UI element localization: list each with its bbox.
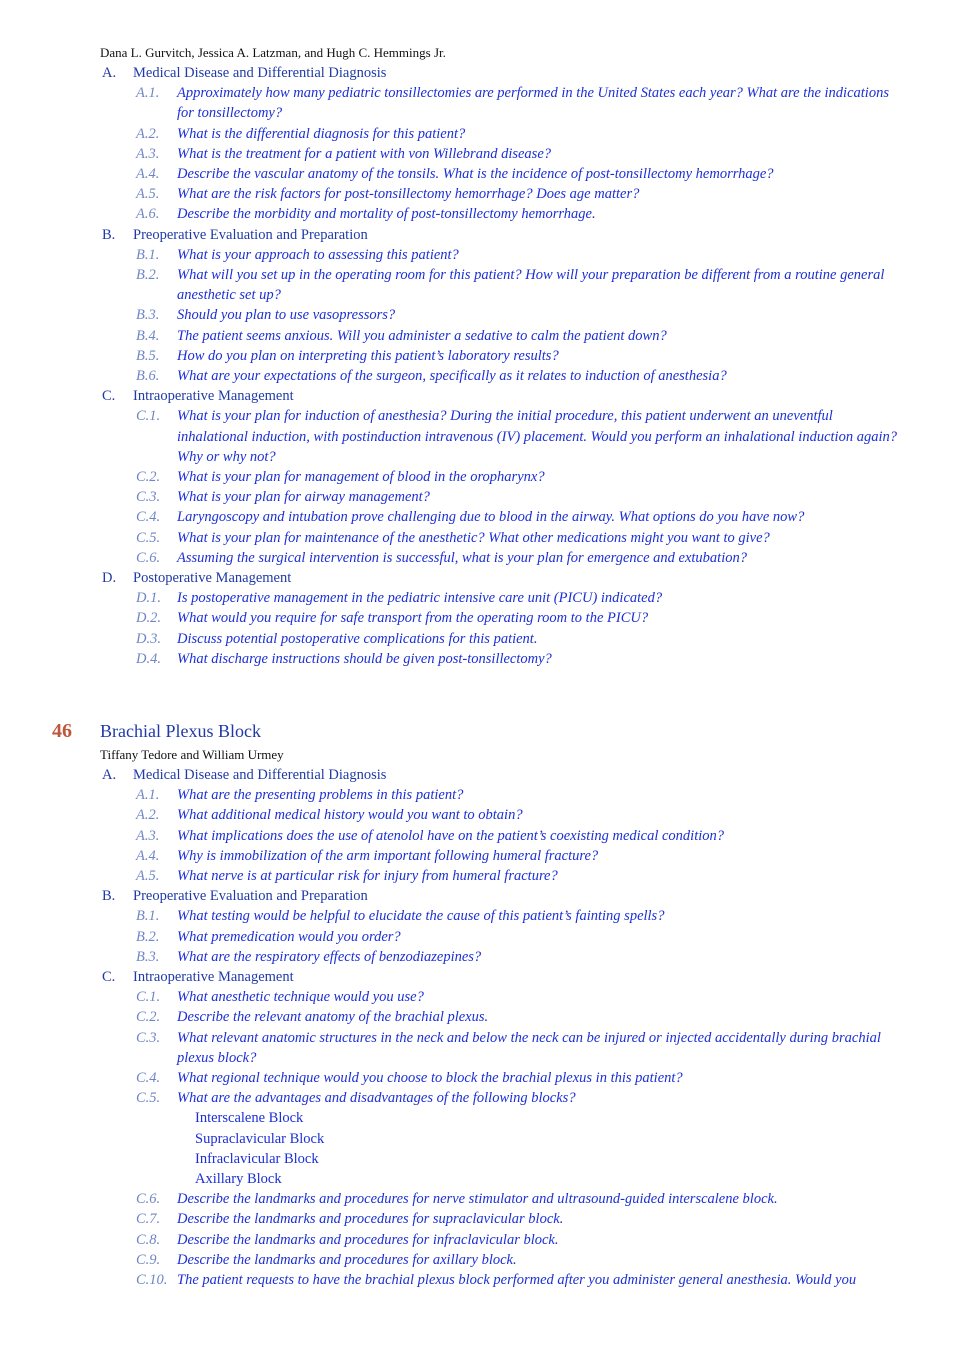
question-number: B.5. bbox=[136, 347, 160, 364]
question-text: What are the risk factors for post-tonsillectomy hemorrhage? Does age matter? bbox=[177, 186, 640, 203]
question-number: A.6. bbox=[136, 206, 160, 223]
section-letter: D. bbox=[102, 570, 117, 587]
question-item bbox=[0, 608, 953, 628]
question-item bbox=[0, 326, 953, 346]
question-item bbox=[0, 467, 953, 487]
question-text: Assuming the surgical intervention is successful, what is your plan for emergence and extubation? bbox=[177, 549, 747, 566]
section-title: Preoperative Evaluation and Preparation bbox=[133, 888, 368, 905]
question-number: C.2. bbox=[136, 1009, 161, 1026]
question-item bbox=[0, 826, 953, 846]
question-number: B.1. bbox=[136, 246, 160, 263]
question-text: What regional technique would you choose to block the brachial plexus in this patient? bbox=[177, 1070, 683, 1086]
question-text: What nerve is at particular risk for injury from humeral fracture? bbox=[177, 868, 558, 884]
question-item bbox=[0, 805, 953, 825]
question-text: What relevant anatomic structures in the neck and below the neck can be injured or injected accidentally during brachial plexus block? bbox=[177, 1029, 881, 1066]
block-option: Infraclavicular Block bbox=[195, 1150, 319, 1167]
section-letter: B. bbox=[102, 888, 116, 905]
question-number: C.2. bbox=[136, 469, 161, 486]
question-item bbox=[0, 265, 953, 305]
question-number: D.1. bbox=[136, 590, 161, 607]
chapter-46-authors: Tiffany Tedore and William Urmey bbox=[100, 747, 284, 762]
question-number: B.2. bbox=[136, 928, 160, 945]
question-number: A.2. bbox=[136, 125, 160, 142]
question-number: C.6. bbox=[136, 549, 161, 566]
question-item bbox=[0, 528, 953, 548]
question-item bbox=[0, 987, 953, 1007]
section-title: Medical Disease and Differential Diagnosis bbox=[133, 767, 387, 783]
question-text: What are your expectations of the surgeon, specifically as it relates to induction of anesthesia? bbox=[177, 368, 727, 385]
question-text: Describe the landmarks and procedures for axillary block. bbox=[177, 1251, 517, 1268]
question-item bbox=[0, 184, 953, 204]
question-text: What is your plan for maintenance of the anesthetic? What other medications might you want to give? bbox=[177, 529, 770, 546]
question-text: Describe the morbidity and mortality of post-tonsillectomy hemorrhage. bbox=[177, 206, 596, 223]
question-number: C.3. bbox=[136, 489, 161, 506]
question-text: How do you plan on interpreting this patient’s laboratory results? bbox=[177, 347, 559, 364]
block-option: Supraclavicular Block bbox=[195, 1130, 325, 1147]
section-title: Intraoperative Management bbox=[133, 969, 294, 985]
section-letter: C. bbox=[102, 388, 116, 405]
question-number: C.4. bbox=[136, 1070, 161, 1086]
section-title: Intraoperative Management bbox=[133, 388, 294, 405]
question-text: Should you plan to use vasopressors? bbox=[177, 307, 396, 324]
question-number: C.3. bbox=[136, 1029, 161, 1046]
question-text: What implications does the use of atenolol have on the patient’s coexisting medical condition? bbox=[177, 827, 725, 844]
question-text: What anesthetic technique would you use? bbox=[177, 989, 424, 1006]
question-text: Why is immobilization of the arm important following humeral fracture? bbox=[177, 847, 599, 864]
question-number: A.5. bbox=[136, 868, 160, 884]
question-text: What will you set up in the operating room for this patient? How will your preparation be different from a routine general anesthetic set up? bbox=[177, 267, 885, 304]
section-heading bbox=[0, 967, 953, 987]
section-letter: A. bbox=[102, 65, 117, 81]
question-text: What is your plan for management of blood in the oropharynx? bbox=[177, 469, 545, 486]
chapter-45-outline bbox=[0, 63, 953, 669]
question-number: C.4. bbox=[136, 509, 161, 526]
block-option: Interscalene Block bbox=[195, 1110, 304, 1127]
question-number: D.2. bbox=[136, 610, 161, 627]
section-title: Postoperative Management bbox=[133, 570, 292, 587]
chapter-45-authors: Dana L. Gurvitch, Jessica A. Latzman, and Hugh C. Hemmings Jr. bbox=[100, 45, 446, 60]
question-text: What is your plan for induction of anesthesia? During the initial procedure, this patient underwent an uneventful inhalational induction, with postinduction intravenous (IV) placement. Would you perform an inhalational induction again? Why or why not? bbox=[177, 408, 897, 465]
section-heading bbox=[0, 886, 953, 906]
section-letter: B. bbox=[102, 226, 116, 243]
question-text: Describe the relevant anatomy of the brachial plexus. bbox=[177, 1009, 489, 1026]
question-item bbox=[0, 866, 953, 886]
block-option: Axillary Block bbox=[195, 1170, 282, 1187]
question-number: A.3. bbox=[136, 827, 160, 844]
question-number: C.8. bbox=[136, 1231, 161, 1248]
question-text: Is postoperative management in the pediatric intensive care unit (PICU) indicated? bbox=[177, 590, 663, 607]
question-item bbox=[0, 785, 953, 805]
question-text: What would you require for safe transport from the operating room to the PICU? bbox=[177, 610, 649, 627]
section-letter: A. bbox=[102, 767, 117, 783]
question-number: C.5. bbox=[136, 1090, 161, 1107]
chapter-number: 46 bbox=[52, 720, 72, 742]
question-text: What is the differential diagnosis for this patient? bbox=[177, 125, 466, 142]
question-number: C.7. bbox=[136, 1211, 161, 1228]
question-number: B.2. bbox=[136, 267, 160, 283]
question-text: What are the advantages and disadvantages of the following blocks? bbox=[177, 1090, 576, 1107]
question-item bbox=[0, 245, 953, 265]
question-number: D.4. bbox=[136, 650, 161, 667]
question-text: Laryngoscopy and intubation prove challenging due to blood in the airway. What options do you have now? bbox=[177, 509, 805, 526]
question-text: What is your approach to assessing this patient? bbox=[177, 246, 459, 263]
question-number: B.6. bbox=[136, 368, 160, 385]
section-heading bbox=[0, 386, 953, 406]
question-item bbox=[0, 406, 953, 467]
question-item bbox=[0, 629, 953, 649]
question-number: D.3. bbox=[136, 630, 161, 647]
question-text: The patient requests to have the brachial plexus block performed after you administer general anesthesia. Would you bbox=[177, 1271, 857, 1288]
question-number: A.5. bbox=[136, 186, 160, 203]
question-item bbox=[0, 366, 953, 386]
question-item bbox=[0, 305, 953, 325]
question-item bbox=[0, 846, 953, 866]
question-text: Approximately how many pediatric tonsillectomies are performed in the United States each year? What are the indications for tonsillectomy? bbox=[177, 85, 889, 122]
question-number: A.1. bbox=[136, 85, 160, 102]
section-title: Preoperative Evaluation and Preparation bbox=[133, 226, 368, 243]
question-text: Describe the landmarks and procedures for nerve stimulator and ultrasound-guided interscalene block. bbox=[177, 1191, 778, 1208]
section-heading bbox=[0, 765, 953, 785]
question-text: Describe the landmarks and procedures for supraclavicular block. bbox=[177, 1211, 564, 1228]
question-item bbox=[0, 83, 953, 123]
question-item bbox=[0, 906, 953, 926]
question-text: What is the treatment for a patient with von Willebrand disease? bbox=[177, 145, 552, 162]
question-number: A.2. bbox=[136, 807, 160, 824]
question-number: A.1. bbox=[136, 787, 160, 804]
question-text: What additional medical history would you want to obtain? bbox=[177, 807, 523, 824]
question-number: A.4. bbox=[136, 847, 160, 864]
question-text: What are the presenting problems in this patient? bbox=[177, 787, 464, 804]
question-item bbox=[0, 1028, 953, 1068]
question-number: B.1. bbox=[136, 908, 160, 925]
question-item bbox=[0, 927, 953, 947]
question-number: A.3. bbox=[136, 145, 160, 162]
question-text: Describe the vascular anatomy of the tonsils. What is the incidence of post-tonsillectomy hemorrhage? bbox=[177, 166, 774, 182]
question-number: C.10. bbox=[136, 1271, 168, 1288]
question-number: C.1. bbox=[136, 989, 161, 1006]
question-number: A.4. bbox=[136, 166, 160, 182]
question-number: C.6. bbox=[136, 1191, 161, 1208]
question-number: C.5. bbox=[136, 529, 161, 546]
section-letter: C. bbox=[102, 969, 116, 985]
question-text: What is your plan for airway management? bbox=[177, 489, 430, 506]
question-text: What are the respiratory effects of benzodiazepines? bbox=[177, 948, 482, 965]
section-heading bbox=[0, 63, 953, 83]
question-number: C.9. bbox=[136, 1251, 161, 1268]
section-heading bbox=[0, 568, 953, 588]
question-item bbox=[0, 1068, 953, 1088]
question-text: Describe the landmarks and procedures for infraclavicular block. bbox=[177, 1231, 559, 1248]
question-item bbox=[0, 487, 953, 507]
question-item bbox=[0, 204, 953, 224]
question-item bbox=[0, 124, 953, 144]
section-heading bbox=[0, 225, 953, 245]
chapter-46-outline bbox=[0, 765, 953, 1290]
question-item bbox=[0, 1270, 953, 1290]
question-text: The patient seems anxious. Will you administer a sedative to calm the patient down? bbox=[177, 327, 667, 344]
question-item bbox=[0, 1230, 953, 1250]
question-item bbox=[0, 548, 953, 568]
question-item bbox=[0, 1007, 953, 1027]
question-item bbox=[0, 649, 953, 669]
section-title: Medical Disease and Differential Diagnosis bbox=[133, 65, 387, 81]
question-number: B.3. bbox=[136, 307, 160, 324]
question-number: C.1. bbox=[136, 408, 161, 425]
question-text: What premedication would you order? bbox=[177, 928, 401, 945]
question-item bbox=[0, 1189, 953, 1209]
question-text: What discharge instructions should be given post-tonsillectomy? bbox=[177, 650, 552, 667]
question-number: B.4. bbox=[136, 327, 160, 344]
question-text: Discuss potential postoperative complications for this patient. bbox=[177, 630, 538, 647]
chapter-46-header bbox=[0, 720, 953, 743]
question-item bbox=[0, 1209, 953, 1229]
question-item bbox=[0, 947, 953, 967]
question-item bbox=[0, 346, 953, 366]
question-item bbox=[0, 588, 953, 608]
question-item bbox=[0, 507, 953, 527]
chapter-title: Brachial Plexus Block bbox=[100, 721, 261, 741]
question-item bbox=[0, 144, 953, 164]
question-item bbox=[0, 1088, 953, 1108]
question-text: What testing would be helpful to elucidate the cause of this patient’s fainting spells? bbox=[177, 908, 665, 925]
question-number: B.3. bbox=[136, 948, 160, 965]
question-item bbox=[0, 164, 953, 184]
question-item bbox=[0, 1250, 953, 1270]
